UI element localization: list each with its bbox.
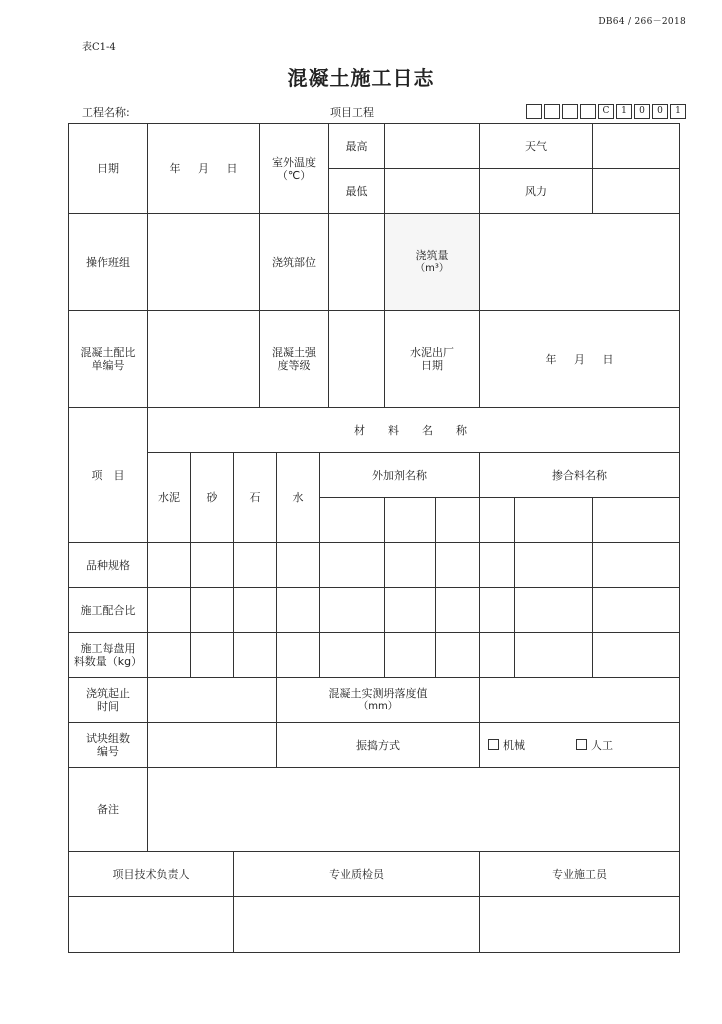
input-cell[interactable] xyxy=(385,588,436,633)
input-cell[interactable] xyxy=(436,633,480,678)
pour-part-field[interactable] xyxy=(329,214,385,311)
quality-inspector-signature[interactable] xyxy=(234,897,480,953)
code-box[interactable]: 0 xyxy=(652,104,668,119)
input-cell[interactable] xyxy=(191,633,234,678)
mix-ratio-label: 施工配合比 xyxy=(69,588,148,633)
pour-part-label: 浇筑部位 xyxy=(260,214,329,311)
water-header: 水 xyxy=(277,453,320,543)
input-cell[interactable] xyxy=(593,633,680,678)
cement-header: 水泥 xyxy=(148,453,191,543)
mix-no-label-line2: 单编号 xyxy=(91,359,125,372)
date-year: 年 xyxy=(169,162,181,175)
outdoor-temp-unit: （℃） xyxy=(276,168,312,182)
cement-date-label-line1: 水泥出厂 xyxy=(410,346,455,359)
input-cell[interactable] xyxy=(515,633,593,678)
vibrate-label: 振捣方式 xyxy=(277,723,480,768)
pour-qty-unit: （m³） xyxy=(415,263,449,274)
constructor-signature[interactable] xyxy=(480,897,680,953)
manual-checkbox[interactable] xyxy=(576,739,587,750)
input-cell[interactable] xyxy=(277,633,320,678)
project-name-value[interactable]: 项目工程 xyxy=(330,106,374,119)
pour-time-label-line2: 时间 xyxy=(97,700,119,713)
specimen-label-line1: 试块组数 xyxy=(86,732,130,745)
slump-label-line1: 混凝土实测坍落度值 xyxy=(328,687,428,700)
input-cell[interactable] xyxy=(148,588,191,633)
date-day: 日 xyxy=(226,162,238,175)
vibrate-options xyxy=(480,723,680,768)
strength-field[interactable] xyxy=(329,311,385,408)
machine-checkbox[interactable] xyxy=(488,739,499,750)
admixture-name-2[interactable] xyxy=(385,498,436,543)
tech-lead-label: 项目技术负责人 xyxy=(69,852,234,897)
lowest-label: 最低 xyxy=(329,169,385,214)
mix-no-label xyxy=(69,311,148,408)
input-cell[interactable] xyxy=(320,633,385,678)
cement-date-label-line2: 日期 xyxy=(421,359,444,372)
pour-time-label xyxy=(69,678,148,723)
highest-temp-field[interactable] xyxy=(385,124,480,169)
cement-day: 日 xyxy=(602,352,614,366)
strength-label xyxy=(260,311,329,408)
weather-field[interactable] xyxy=(593,124,680,169)
input-cell[interactable] xyxy=(436,543,480,588)
mix-no-label-line1: 混凝土配比 xyxy=(80,346,136,359)
pour-time-label-line1: 浇筑起止 xyxy=(86,687,130,700)
cement-year: 年 xyxy=(545,352,557,366)
input-cell[interactable] xyxy=(234,588,277,633)
input-cell[interactable] xyxy=(191,543,234,588)
cement-date-label xyxy=(385,311,480,408)
mineral-name-2[interactable] xyxy=(515,498,593,543)
per-batch-label xyxy=(69,633,148,678)
input-cell[interactable] xyxy=(191,588,234,633)
concrete-log-table xyxy=(68,123,680,953)
stone-header: 石 xyxy=(234,453,277,543)
machine-option[interactable] xyxy=(488,739,525,752)
quality-inspector-label: 专业质检员 xyxy=(234,852,480,897)
input-cell[interactable] xyxy=(320,588,385,633)
strength-label-line2: 度等级 xyxy=(277,359,311,372)
wind-label: 风力 xyxy=(480,169,593,214)
spec-label: 品种规格 xyxy=(69,543,148,588)
input-cell[interactable] xyxy=(277,588,320,633)
admixture-header: 外加剂名称 xyxy=(320,453,480,498)
code-box[interactable] xyxy=(544,104,560,119)
team-label: 操作班组 xyxy=(69,214,148,311)
form-number: 表C1-4 xyxy=(82,42,116,53)
code-box[interactable] xyxy=(580,104,596,119)
code-box[interactable] xyxy=(526,104,542,119)
outdoor-temp-text: 室外温度 xyxy=(272,155,317,169)
input-cell[interactable] xyxy=(480,543,515,588)
input-cell[interactable] xyxy=(234,633,277,678)
input-cell[interactable] xyxy=(385,543,436,588)
input-cell[interactable] xyxy=(277,543,320,588)
code-box[interactable]: 1 xyxy=(670,104,686,119)
team-field[interactable] xyxy=(148,214,260,311)
admixture-name-3[interactable] xyxy=(436,498,480,543)
weather-label: 天气 xyxy=(480,124,593,169)
wind-field[interactable] xyxy=(593,169,680,214)
constructor-label: 专业施工员 xyxy=(480,852,680,897)
highest-label: 最高 xyxy=(329,124,385,169)
remarks-field[interactable] xyxy=(148,768,680,852)
mix-no-field[interactable] xyxy=(148,311,260,408)
input-cell[interactable] xyxy=(593,588,680,633)
slump-label xyxy=(277,678,480,723)
input-cell[interactable] xyxy=(480,588,515,633)
per-batch-label-line1: 施工每盘用 xyxy=(80,642,136,655)
code-box[interactable]: 0 xyxy=(634,104,650,119)
sand-header: 砂 xyxy=(191,453,234,543)
per-batch-label-line2: 料数量（kg） xyxy=(73,655,143,668)
input-cell[interactable] xyxy=(320,543,385,588)
input-cell[interactable] xyxy=(385,633,436,678)
code-box[interactable]: 1 xyxy=(616,104,632,119)
outdoor-temp-label xyxy=(260,124,329,214)
cement-date-field[interactable] xyxy=(480,311,680,408)
input-cell[interactable] xyxy=(480,633,515,678)
slump-field[interactable] xyxy=(480,678,680,723)
standard-number: DB64 / 266－2018 xyxy=(598,17,686,27)
tech-lead-signature[interactable] xyxy=(69,897,234,953)
cement-month: 月 xyxy=(574,352,586,366)
manual-label: 人工 xyxy=(591,738,614,752)
material-name-label: 材 料 名 称 xyxy=(148,408,680,453)
input-cell[interactable] xyxy=(234,543,277,588)
date-month: 月 xyxy=(198,162,209,175)
project-name-label: 工程名称: xyxy=(82,106,130,119)
pour-qty-label xyxy=(385,214,480,311)
manual-option[interactable] xyxy=(576,739,613,752)
input-cell[interactable] xyxy=(515,588,593,633)
code-box[interactable]: C xyxy=(598,104,614,119)
item-label: 项 目 xyxy=(69,408,148,543)
form-code-boxes xyxy=(526,104,686,119)
input-cell[interactable] xyxy=(436,588,480,633)
input-cell[interactable] xyxy=(515,543,593,588)
code-box[interactable] xyxy=(562,104,578,119)
mineral-name-3[interactable] xyxy=(593,498,680,543)
page-title: 混凝土施工日志 xyxy=(287,66,435,90)
mineral-header: 掺合料名称 xyxy=(480,453,680,498)
specimen-label-line2: 编号 xyxy=(97,745,119,758)
date-label: 日期 xyxy=(69,124,148,214)
machine-label: 机械 xyxy=(503,738,526,752)
input-cell[interactable] xyxy=(148,633,191,678)
slump-label-line2: （mm） xyxy=(358,701,398,712)
remarks-label: 备注 xyxy=(69,768,148,852)
specimen-field[interactable] xyxy=(148,723,277,768)
specimen-label xyxy=(69,723,148,768)
mineral-name-1[interactable] xyxy=(480,498,515,543)
date-value[interactable] xyxy=(148,124,260,214)
pour-time-field[interactable] xyxy=(148,678,277,723)
pour-qty-text: 浇筑量 xyxy=(415,249,449,262)
input-cell[interactable] xyxy=(148,543,191,588)
strength-label-line1: 混凝土强 xyxy=(272,346,317,359)
lowest-temp-field[interactable] xyxy=(385,169,480,214)
pour-qty-field[interactable] xyxy=(480,214,680,311)
input-cell[interactable] xyxy=(593,543,680,588)
admixture-name-1[interactable] xyxy=(320,498,385,543)
